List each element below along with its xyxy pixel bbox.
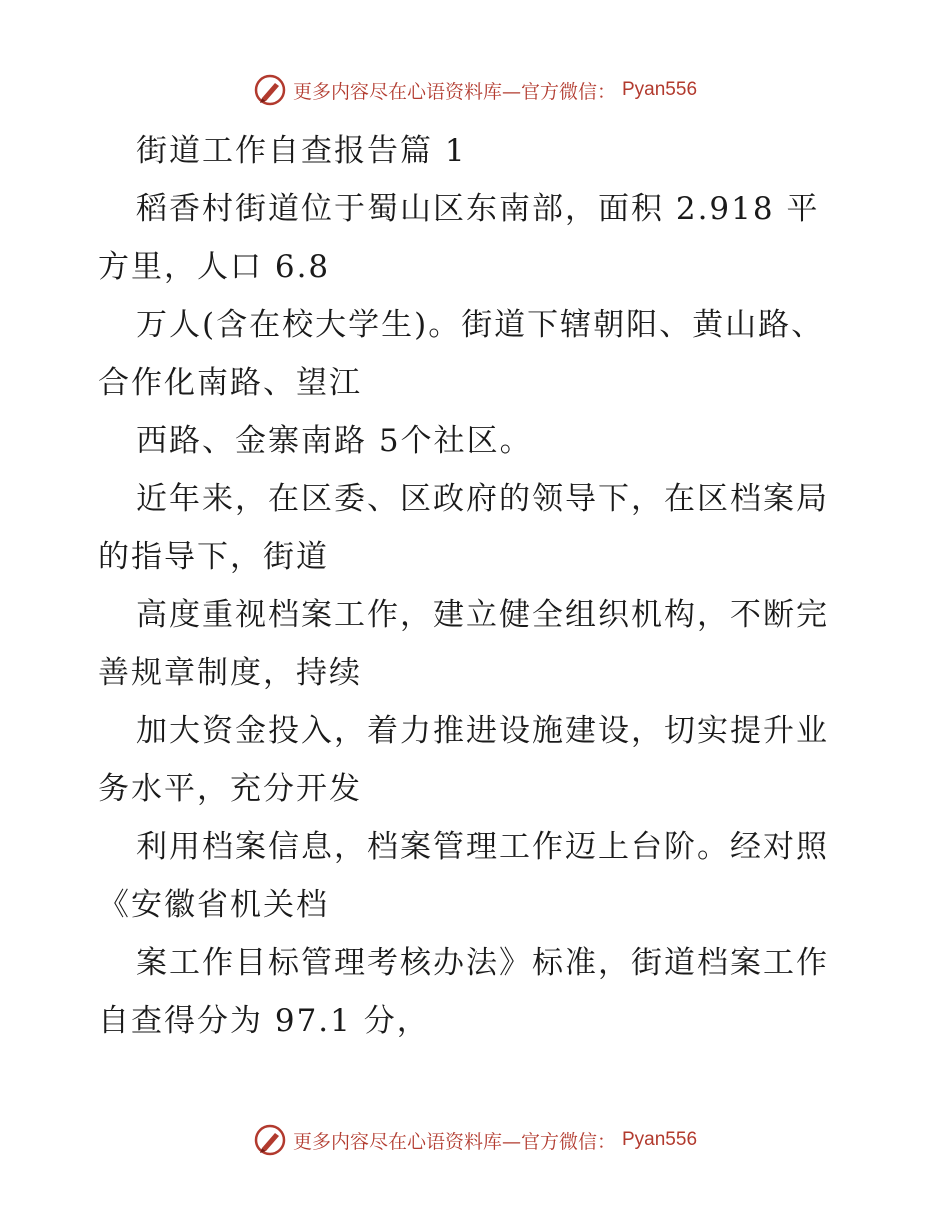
watermark-text: 更多内容尽在心语资料库—官方微信： bbox=[292, 80, 616, 103]
paragraph-line: 高度重视档案工作，建立健全组织机构，不断完 bbox=[136, 597, 829, 633]
paragraph-line: 加大资金投入，着力推进设施建设，切实提升业 bbox=[136, 713, 829, 749]
watermark-wechat-id: Pyan556 bbox=[622, 1129, 698, 1150]
document-body bbox=[98, 122, 858, 1050]
paragraph-line: 方里，人口 6.8 bbox=[98, 249, 331, 285]
pen-in-circle-logo bbox=[253, 1123, 287, 1157]
paragraph-line: 案工作目标管理考核办法》标准，街道档案工作 bbox=[136, 945, 829, 981]
watermark-text: 更多内容尽在心语资料库—官方微信： bbox=[292, 1130, 616, 1153]
paragraph-line: 善规章制度，持续 bbox=[98, 655, 362, 691]
paragraph-line: 西路、金寨南路 5个社区。 bbox=[136, 423, 533, 459]
paragraph-line: 利用档案信息，档案管理工作迈上台阶。经对照 bbox=[136, 829, 829, 865]
paragraph-line: 万人(含在校大学生)。街道下辖朝阳、黄山路、 bbox=[136, 307, 825, 343]
paragraph-line: 《安徽省机关档 bbox=[98, 887, 329, 923]
paragraph-line: 稻香村街道位于蜀山区东南部，面积 2.918 平 bbox=[136, 191, 820, 227]
pen-in-circle-logo bbox=[253, 73, 287, 107]
paragraph-line: 的指导下，街道 bbox=[98, 539, 329, 575]
paragraph-line: 近年来，在区委、区政府的领导下，在区档案局 bbox=[136, 481, 829, 517]
watermark-wechat-id: Pyan556 bbox=[622, 79, 698, 100]
paragraph-line: 务水平，充分开发 bbox=[98, 771, 362, 807]
header-watermark-banner bbox=[0, 70, 950, 110]
paragraph-line: 自查得分为 97.1 分， bbox=[98, 1003, 430, 1039]
document-title: 街道工作自查报告篇 1 bbox=[136, 133, 467, 169]
paragraph-line: 合作化南路、望江 bbox=[98, 365, 362, 401]
footer-watermark-banner bbox=[0, 1120, 950, 1160]
